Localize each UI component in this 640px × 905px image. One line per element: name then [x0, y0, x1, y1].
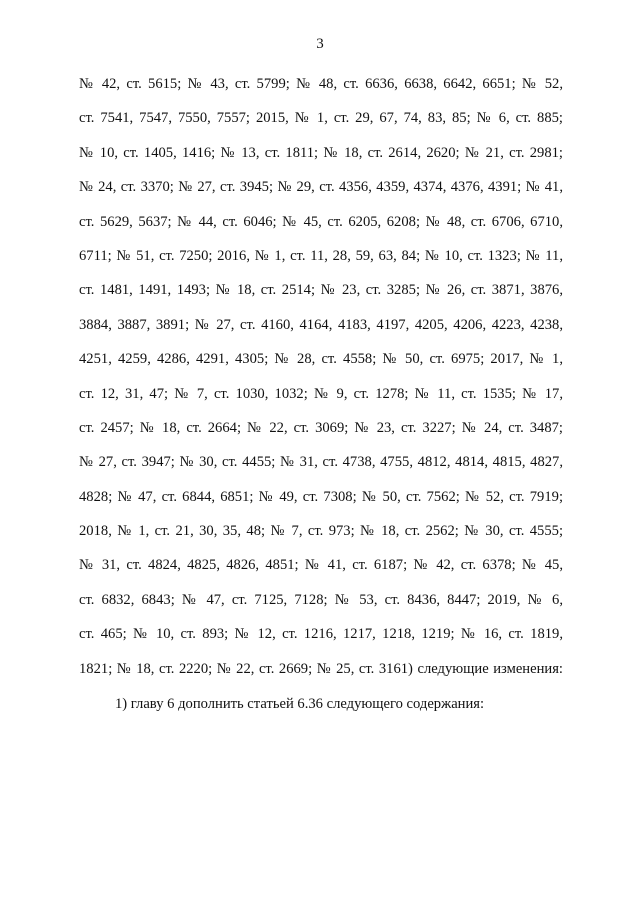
- paragraph-line: 3884, 3887, 3891; № 27, ст. 4160, 4164, 4183, 4197, 4205, 4206, 4223, 4238,: [79, 316, 563, 333]
- paragraph-line: № 24, ст. 3370; № 27, ст. 3945; № 29, ст. 4356, 4359, 4374, 4376, 4391; № 41,: [79, 179, 563, 196]
- paragraph-line: ст. 5629, 5637; № 44, ст. 6046; № 45, ст. 6205, 6208; № 48, ст. 6706, 6710,: [79, 213, 563, 230]
- paragraph-line: 4828; № 47, ст. 6844, 6851; № 49, ст. 7308; № 50, ст. 7562; № 52, ст. 7919;: [79, 488, 563, 505]
- paragraph-line: № 27, ст. 3947; № 30, ст. 4455; № 31, ст. 4738, 4755, 4812, 4814, 4815, 4827,: [79, 454, 563, 471]
- paragraph-line: ст. 2457; № 18, ст. 2664; № 22, ст. 3069; № 23, ст. 3227; № 24, ст. 3487;: [79, 419, 563, 436]
- paragraph-line: ст. 7541, 7547, 7550, 7557; 2015, № 1, ст. 29, 67, 74, 83, 85; № 6, ст. 885;: [79, 110, 563, 127]
- paragraph-line: ст. 1481, 1491, 1493; № 18, ст. 2514; № 23, ст. 3285; № 26, ст. 3871, 3876,: [79, 282, 563, 299]
- paragraph-line: 4251, 4259, 4286, 4291, 4305; № 28, ст. 4558; № 50, ст. 6975; 2017, № 1,: [79, 351, 563, 368]
- paragraph-line: ст. 6832, 6843; № 47, ст. 7125, 7128; № 53, ст. 8436, 8447; 2019, № 6,: [79, 591, 563, 608]
- paragraph-line: 2018, № 1, ст. 21, 30, 35, 48; № 7, ст. 973; № 18, ст. 2562; № 30, ст. 4555;: [79, 523, 563, 540]
- paragraph-line: ст. 465; № 10, ст. 893; № 12, ст. 1216, 1217, 1218, 1219; № 16, ст. 1819,: [79, 626, 563, 643]
- paragraph-line: ст. 12, 31, 47; № 7, ст. 1030, 1032; № 9, ст. 1278; № 11, ст. 1535; № 17,: [79, 385, 563, 402]
- paragraph-line: 1821; № 18, ст. 2220; № 22, ст. 2669; № 25, ст. 3161) следующие изменения:: [79, 660, 563, 677]
- paragraph-line: № 31, ст. 4824, 4825, 4826, 4851; № 41, ст. 6187; № 42, ст. 6378; № 45,: [79, 557, 563, 574]
- paragraph-line: № 10, ст. 1405, 1416; № 13, ст. 1811; № 18, ст. 2614, 2620; № 21, ст. 2981;: [79, 144, 563, 161]
- paragraph-line: 6711; № 51, ст. 7250; 2016, № 1, ст. 11, 28, 59, 63, 84; № 10, ст. 1323; № 11,: [79, 247, 563, 264]
- amendment-item-1: 1) главу 6 дополнить статьей 6.36 следующего содержания:: [115, 696, 485, 712]
- body-paragraph: [79, 72, 563, 691]
- page-number: 3: [316, 36, 324, 52]
- paragraph-line: № 42, ст. 5615; № 43, ст. 5799; № 48, ст. 6636, 6638, 6642, 6651; № 52,: [79, 76, 563, 92]
